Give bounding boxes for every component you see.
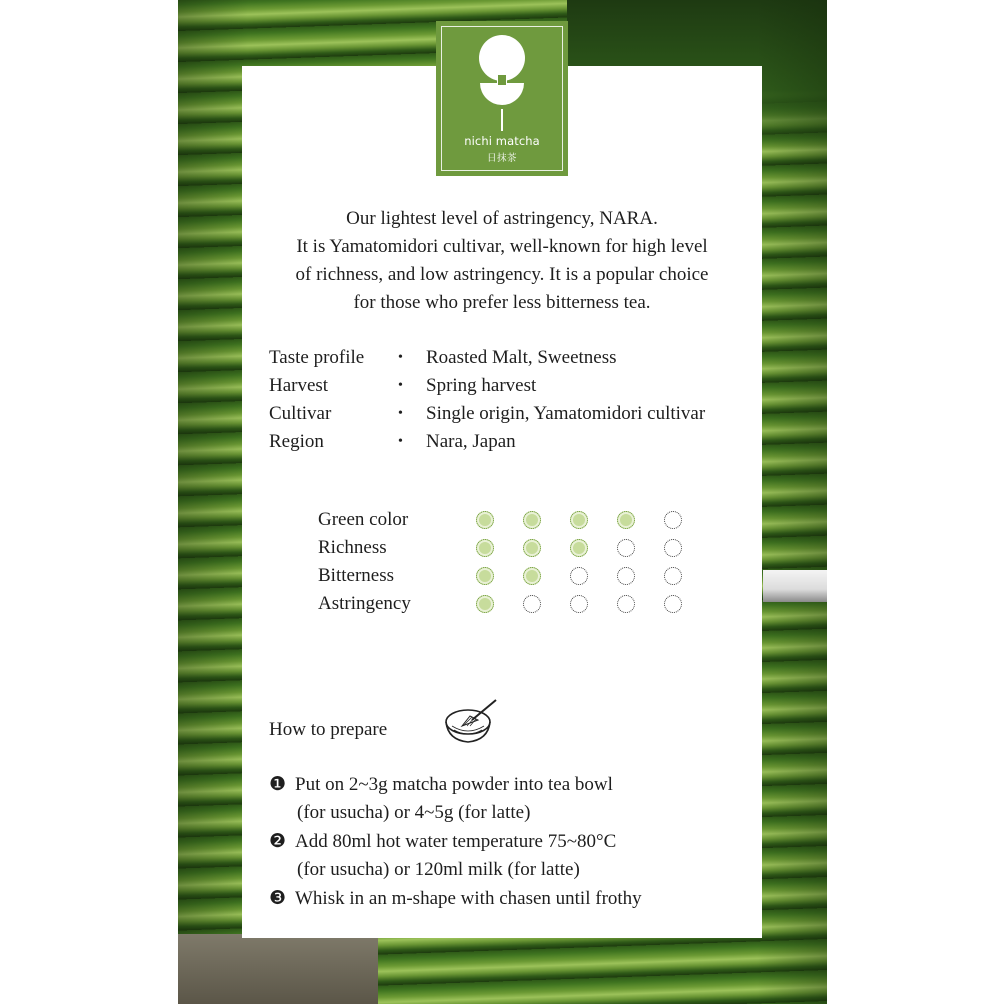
bullet: • (398, 378, 403, 393)
rating-label: Astringency (318, 593, 411, 614)
step-text: Put on 2~3g matcha powder into tea bowl (295, 774, 613, 795)
spec-value: Roasted Malt, Sweetness (426, 347, 617, 368)
rating-dot-empty (617, 539, 635, 557)
rating-row-richness (318, 534, 718, 562)
spec-label: Cultivar (269, 403, 332, 424)
rating-row-bitterness (318, 562, 718, 590)
brand-name-jp: 日抹茶 (486, 153, 517, 164)
rating-dot-filled (476, 511, 494, 529)
spec-label: Harvest (269, 375, 329, 396)
brand-name: nichi matcha (464, 134, 540, 148)
rating-row-astringency (318, 590, 718, 618)
rating-dot-filled (523, 511, 541, 529)
spec-row-harvest (269, 372, 749, 400)
intro-text (262, 205, 742, 317)
step-item-continued (269, 799, 759, 827)
rating-dot-filled (476, 567, 494, 585)
rating-dot-filled (570, 511, 588, 529)
rating-label: Bitterness (318, 565, 394, 586)
rating-dot-empty (617, 595, 635, 613)
bullet: • (398, 434, 403, 449)
spec-row-taste (269, 344, 749, 372)
spec-value: Single origin, Yamatomidori cultivar (426, 403, 706, 424)
spec-row-region (269, 428, 749, 456)
spec-label: Taste profile (269, 347, 365, 368)
brand-logo (436, 21, 568, 176)
preparation-steps (269, 770, 759, 913)
spec-value: Spring harvest (426, 375, 537, 396)
intro-line: for those who prefer less bitterness tea. (353, 292, 651, 313)
step-item (269, 770, 759, 799)
spec-label: Region (269, 431, 324, 452)
intro-line: Our lightest level of astringency, NARA. (346, 208, 658, 229)
rating-dot-empty (664, 595, 682, 613)
rating-dot-filled (617, 511, 635, 529)
spec-list (269, 344, 749, 456)
rating-dot-empty (570, 567, 588, 585)
rating-dot-empty (570, 595, 588, 613)
step-text: Add 80ml hot water temperature 75~80°C (295, 831, 617, 852)
rating-row-green-color (318, 506, 718, 534)
bullet: • (398, 406, 403, 421)
rating-dot-filled (570, 539, 588, 557)
rating-dot-empty (617, 567, 635, 585)
rating-dot-empty (664, 567, 682, 585)
prepare-heading: How to prepare (269, 719, 388, 740)
rating-dot-filled (523, 567, 541, 585)
step-text: Whisk in an m-shape with chasen until frothy (295, 888, 642, 909)
rating-table (318, 506, 718, 618)
rating-dot-filled (476, 595, 494, 613)
step-number: ❶ (269, 773, 287, 795)
step-text: (for usucha) or 4~5g (for latte) (297, 802, 531, 823)
rating-dot-filled (476, 539, 494, 557)
rating-dot-empty (523, 595, 541, 613)
intro-line: of richness, and low astringency. It is a popular choice (295, 264, 709, 285)
rating-dot-empty (664, 511, 682, 529)
step-number: ❷ (269, 830, 287, 852)
rating-label: Richness (318, 537, 387, 558)
intro-line: It is Yamatomidori cultivar, well-known for high level (296, 236, 708, 257)
spec-value: Nara, Japan (426, 431, 516, 452)
rating-dot-filled (523, 539, 541, 557)
rating-label: Green color (318, 509, 409, 530)
spec-row-cultivar (269, 400, 749, 428)
rating-dot-empty (664, 539, 682, 557)
building-roof (763, 570, 827, 602)
step-item (269, 884, 759, 913)
ground-path (178, 934, 378, 1004)
bullet: • (398, 350, 403, 365)
step-text: (for usucha) or 120ml milk (for latte) (297, 859, 580, 880)
matcha-whisk-icon (442, 696, 502, 746)
step-item-continued (269, 856, 759, 884)
step-number: ❸ (269, 887, 287, 909)
step-item (269, 827, 759, 856)
